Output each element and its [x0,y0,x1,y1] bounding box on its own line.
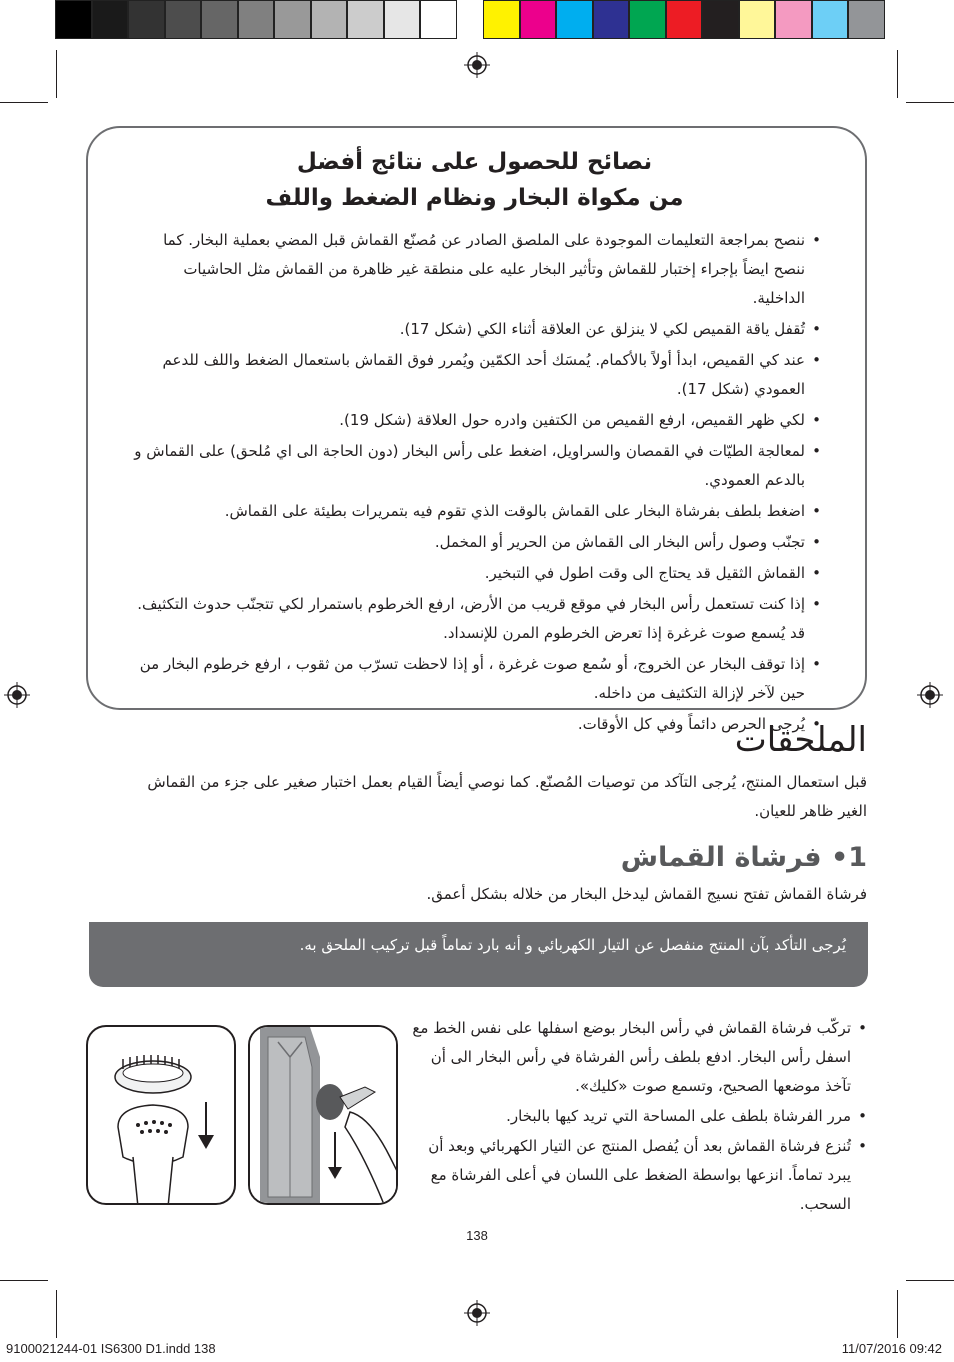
color-swatch [739,0,776,39]
color-swatch [666,0,703,39]
brush-attachment-illustration [86,1025,236,1205]
color-swatch [201,0,238,39]
color-swatch [483,0,520,39]
brush-step-item: • تُنزع فرشاة القماش بعد أن يُفصل المنتج عن التيار الكهربائي وبعد أن يبرد تماماً. انزعها بواسطة الضغط على اللسان في أعلى الفرشاة مع السحب. [412,1132,867,1219]
crop-mark [56,50,57,98]
accessories-title: الملحقات [734,720,867,760]
crop-mark [0,1280,48,1281]
color-swatch [92,0,129,39]
color-swatch [238,0,275,39]
crop-mark [56,1290,57,1338]
page-number: 138 [466,1228,488,1243]
registration-mark-icon [4,682,30,708]
process-color-bar [483,0,885,40]
color-swatch [311,0,348,39]
color-swatch [420,0,457,39]
tips-title [128,144,821,216]
color-swatch [702,0,739,39]
color-swatch [629,0,666,39]
color-swatch [55,0,92,39]
color-swatch [848,0,885,39]
brush-step-item: • تركّب فرشاة القماش في رأس البخار بوضع اسفلها على نفس الخط مع اسفل رأس البخار. ادفع بلطف رأس الفرشاة في رأس البخار الى أن تآخذ موضعها الصحيح، وتسمع صوت «كليك». [412,1014,867,1101]
color-swatch [812,0,849,39]
fabric-brush-heading: 1• فرشاة القماش [620,842,867,873]
crop-mark [906,1280,954,1281]
tips-title-line-1: نصائح للحصول على نتائج أفضل [296,149,653,175]
tip-item: • لمعالجة الطيّات في القمصان والسراويل، اضغط على رأس البخار (دون الحاجة الى اي مُلحق) على القماش و بالدعم العمودي. [128,437,821,495]
color-swatch [274,0,311,39]
tip-item: • القماش الثقيل قد يحتاج الى وقت اطول في التبخير. [128,559,821,588]
registration-mark-icon [464,1300,490,1326]
tip-item: • إذا كنت تستعمل رأس البخار في موقع قريب من الأرض، ارفع الخرطوم باستمرار لكي تتجنّب حدوث التكثيف. قد يُسمع صوت غرغرة إذا تعرض الخرطوم المرن للإنسداد. [128,590,821,648]
color-swatch [593,0,630,39]
registration-mark-icon [917,682,943,708]
shirt-brushing-illustration [248,1025,398,1205]
grayscale-color-bar [55,0,457,40]
fabric-brush-description: فرشاة القماش تفتح نسيج القماش ليدخل البخار من خلاله بشكل أعمق. [426,885,867,903]
color-swatch [384,0,421,39]
color-swatch [775,0,812,39]
color-swatch [520,0,557,39]
tip-item: • تُقفل ياقة القميص لكي لا ينزلق عن العلاقة أثناء الكي (شكل 17). [128,315,821,344]
color-swatch [556,0,593,39]
tips-title-line-2: من مكواة البخار ونظام الضغط واللف [265,185,684,211]
brush-step-item: • مرر الفرشاة بلطف على المساحة التي تريد كيها بالبخار. [412,1102,867,1131]
footer-date: 11/07/2016 09:42 [841,1341,942,1356]
registration-mark-icon [464,52,490,78]
tips-box [86,126,867,733]
color-swatch [165,0,202,39]
tip-item: • تجنّب وصول رأس البخار الى القماش من الحرير أو المخمل. [128,528,821,557]
crop-mark [906,102,954,103]
shirt-illustration-icon [250,1027,398,1205]
tips-list [128,226,821,739]
brush-steps-list [412,1014,867,1220]
crop-mark [897,1290,898,1338]
crop-mark [0,102,48,103]
tip-item: • عند كي القميص، ابدأ أولاً بالأكمام. يُمسَك أحد الكمّين ويُمرر فوق القماش باستعمال الضغط واللف للدعم العمودي (شكل 17). [128,346,821,404]
accessories-intro: قبل استعمال المنتج، يُرجى التآكد من توصيات المُصنّع. كما نوصي أيضاً القيام بعمل اختبار صغير على جزء من القماش الغير ظاهر للعيان. [147,773,867,820]
warning-box: يُرجى التأكد بآن المنتج منفصل عن التيار الكهربائي و أنه بارد تماماً قبل تركيب الملحق به. [89,922,868,987]
tip-item: • إذا توقف البخار عن الخروج، أو سُمع صوت غرغرة ، أو إذا لاحظت تسرّب من ثقوب ، ارفع خرطوم البخار من حين لآخر لإزالة التكثيف من داخله. [128,650,821,708]
color-swatch [128,0,165,39]
tip-item: • يُرجى الحرص دائماً وفي كل الأوقات. [128,710,821,739]
tip-item: • لكي ظهر القميص، ارفع القميص من الكتفين وادره حول العلاقة (شكل 19). [128,406,821,435]
tip-item: • ننصح بمراجعة التعليمات الموجودة على الملصق الصادر عن مُصنّع القماش قبل المضي بعملية البخار. كما ننصح ايضاً بإجراء إختبار للقماش وتأثير البخار عليه على منطقة غير ظاهرة من القماش مثل الحاشيات الداخلية. [128,226,821,313]
crop-mark [897,50,898,98]
tip-item: • اضغط بلطف بفرشاة البخار على القماش بالوقت الذي تقوم فيه بتمريرات بطيئة على القماش. [128,497,821,526]
footer-filename: 9100021244-01 IS6300 D1.indd 138 [6,1341,216,1356]
color-swatch [347,0,384,39]
brush-attachment-icon [88,1027,236,1205]
